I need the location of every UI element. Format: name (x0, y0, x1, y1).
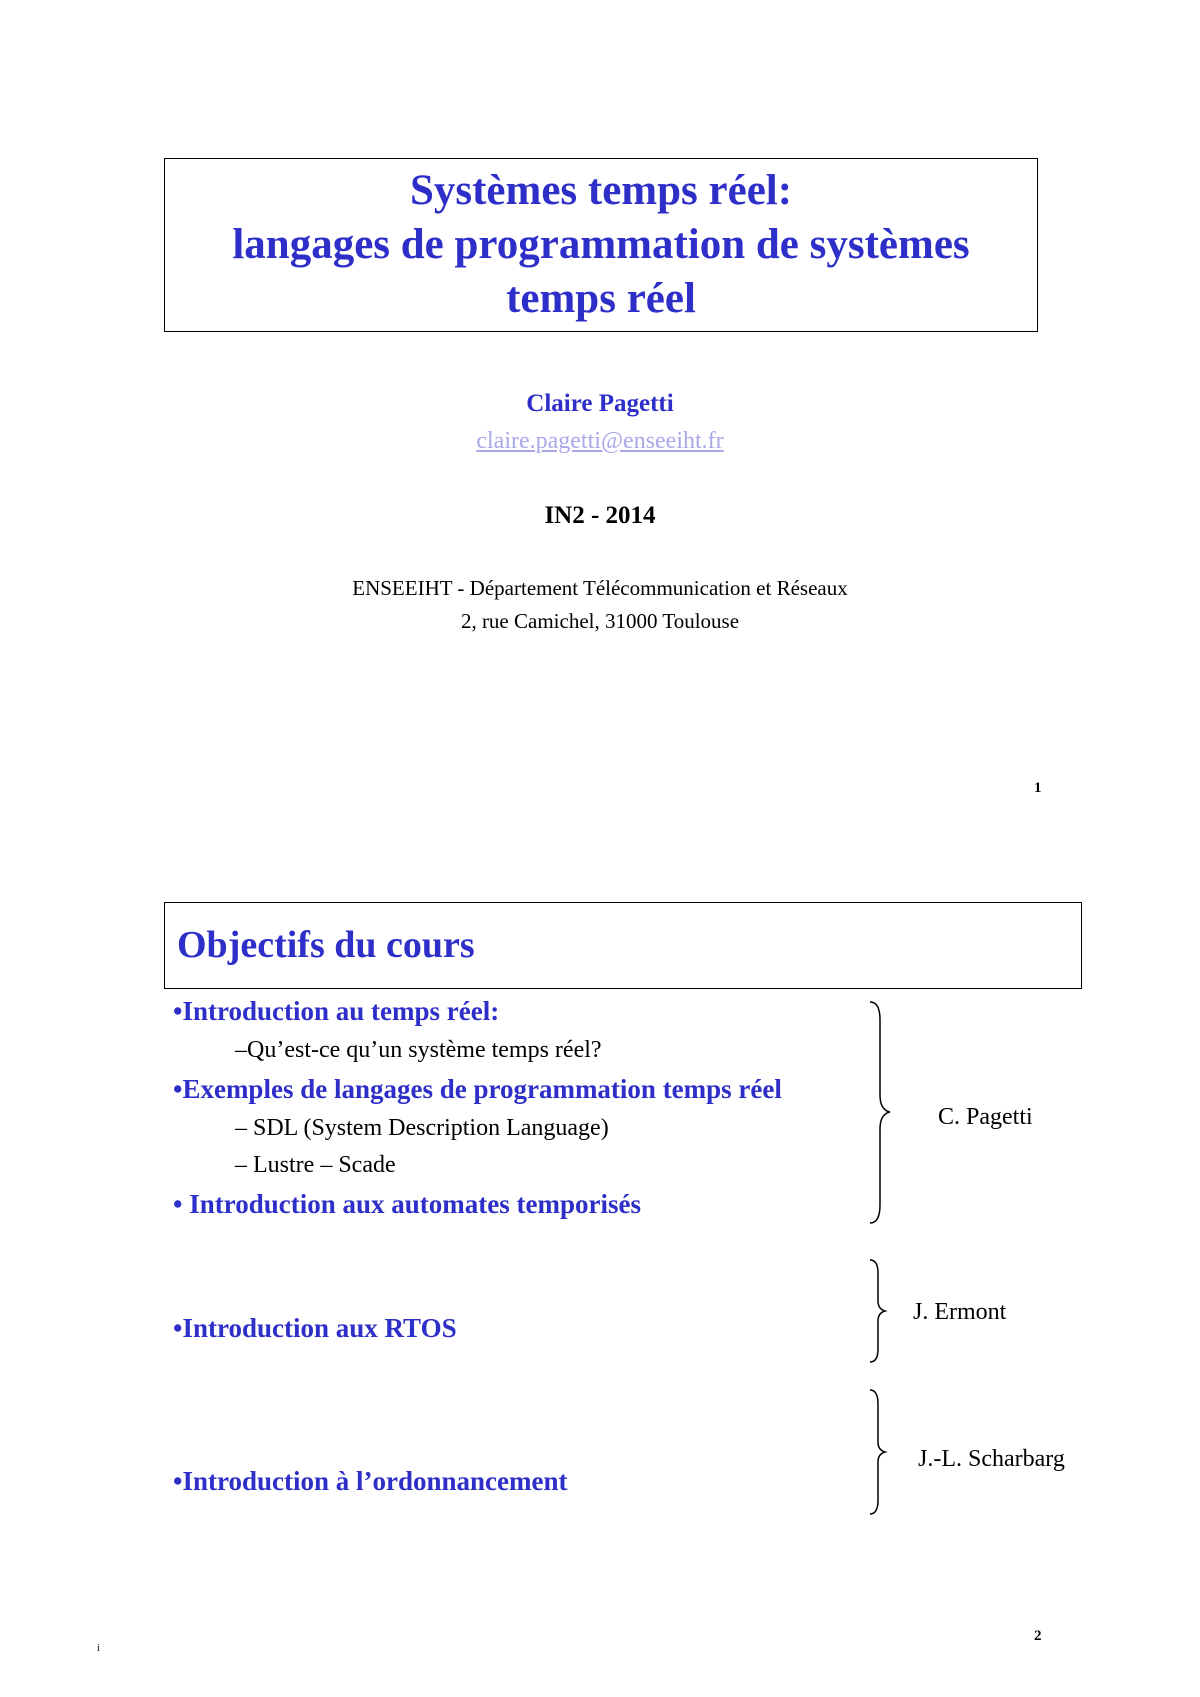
instructor-pagetti: C. Pagetti (938, 1104, 1033, 1130)
brace-group-2 (868, 1258, 888, 1364)
list-subitem-lustre: – Lustre – Scade (235, 1152, 396, 1178)
list-subitem-sdl: – SDL (System Description Language) (235, 1115, 609, 1141)
brace-group-3 (868, 1388, 888, 1516)
list-item-rtos: •Introduction aux RTOS (173, 1313, 457, 1343)
list-item-scheduling: •Introduction à l’ordonnancement (173, 1466, 568, 1496)
list-item-languages: •Exemples de langages de programmation temps réel (173, 1074, 782, 1104)
brace-group-1 (868, 1000, 892, 1225)
title-box (164, 158, 1038, 332)
course-code: IN2 - 2014 (544, 502, 656, 529)
page-number-2: 2 (1034, 1628, 1042, 1644)
title-line-3: temps réel (506, 275, 696, 322)
list-subitem-what-is-realtime: –Qu’est-ce qu’un système temps réel? (235, 1037, 602, 1063)
footer-mark: i (97, 1643, 100, 1654)
list-item-intro-realtime: •Introduction au temps réel: (173, 996, 500, 1026)
objectives-title: Objectifs du cours (177, 924, 475, 966)
list-item-timed-automata: • Introduction aux automates temporisés (173, 1189, 641, 1219)
address: 2, rue Camichel, 31000 Toulouse (460, 609, 740, 633)
author-name: Claire Pagetti (526, 390, 674, 417)
objectives-header-box (164, 902, 1082, 989)
title-line-2: langages de programmation de systèmes (232, 221, 970, 268)
page-number-1: 1 (1034, 780, 1042, 796)
title-line-1: Systèmes temps réel: (409, 167, 793, 214)
instructor-ermont: J. Ermont (913, 1299, 1007, 1325)
department: ENSEEIHT - Département Télécommunication et Réseaux (352, 576, 848, 600)
author-email-link[interactable]: claire.pagetti@enseeiht.fr (476, 428, 724, 454)
instructor-scharbarg: J.-L. Scharbarg (918, 1446, 1065, 1472)
